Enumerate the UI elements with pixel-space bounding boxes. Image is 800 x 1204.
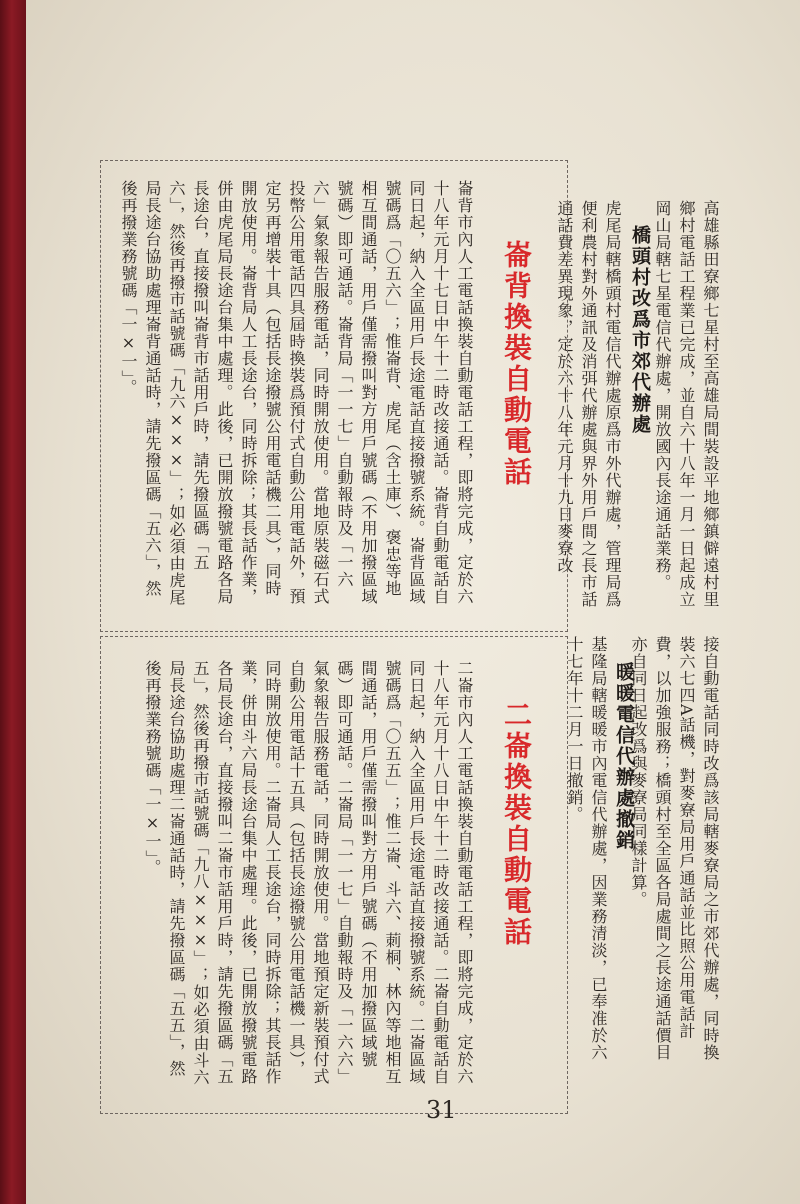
article-lunbei-body: 崙背市內人工電話換裝自動電話工程，即將完成，定於六十八年元月十七日中午十二時改接通話。崙背自動電話自同日起，納入全區用戶長途電話直接撥號系統。崙背區域號碼爲「〇五六」；惟崙背、虎尾（含土庫）、褒忠等地相互間通話，用戶僅需撥叫對方用戶號碼（不用加撥區域號碼）即可通話。崙背局「一一七」自動報時及「一六六」氣象報告服務電話，同時開放使用。當地原裝磁石式投幣公用電話四具屆時換裝爲預付式自動公用電話外，預定另再增裝十具（包括長途撥號公用電話機二具），同時開放使用。崙背局人工長途台，同時拆除；其長話作業，併由虎尾局長途台集中處理。此後，已開放撥號電路各局長途台，直接撥叫崙背市話用戶時，請先撥區碼「五六」，然後再撥市話號碼「九六×××」；如必須由虎尾局長途台協助處理崙背通話時，請先撥區碼「五六」，然後再撥業務號碼「一×一」。 [119,180,474,606]
article-qiaotou-continued: 接自動電話同時改爲該局轄麥寮局之市郊代辦處，同時換裝六七四A話機，對麥寮局用戶通話並比照公用電話計費，以加強服務；橋頭村至全區各局處間之長途通話價目亦自同日起改爲與麥寮局同樣計算。 [629,636,720,1061]
heading-qiaotou: 橋頭村改爲市郊代辦處 [629,225,651,435]
article-erlun-body: 二崙市內人工電話換裝自動電話工程，即將完成，定於六十八年元月十八日中午十二時改接通話。二崙自動電話自同日起，納入全區用戶長途電話直接撥號系統。二崙區域號碼爲「〇五五」；惟二崙、斗六、莿桐、林內等地相互間通話，用戶僅需撥叫對方用戶號碼（不用加撥區域號碼）即可通話。二崙局「一一七」自動報時及「一六六」氣象報告服務電話，同時開放使用。當地預定新裝預付式自動公用電話十五具（包括長途撥號公用電話機一具），同時開放使用。二崙局人工長途台，同時拆除；其長話作業，併由斗六局長途台集中處理。此後，已開放撥號電路各局長途台，直接撥叫二崙市話用戶時，請先撥區碼「五五」，然後再撥市話號碼「九八×××」；如必須由斗六局長途台協助處理二崙通話時，請先撥區碼「五五」，然後再撥業務號碼「一×一」。 [143,660,474,1086]
heading-nuannuan: 暖暖電信代辦處撤銷 [613,662,635,851]
article-qixing-body: 高雄縣田寮鄉七星村至高雄局間裝設平地鄉鎮僻遠村里鄉村電話工程業已完成，並自六十八年一月一日起成立岡山局轄七星電信代辦處，開放國內長途通話業務。 [653,200,720,608]
heading-lunbei: 崙背換裝自動電話 [500,240,533,488]
article-nuannuan-body: 基隆局轄暖暖市內電信代辦處，因業務清淡，已奉准於六十七年十二月一日撤銷。 [565,636,608,1061]
heading-erlun: 二崙換裝自動電話 [500,700,533,948]
book-binding [0,0,26,1204]
book-page [26,0,800,1204]
article-qiaotou-body: 虎尾局轄橋頭村電信代辦處原爲市外代辦處，管理局爲便利農村對外通訊及消弭代辦處與界外用戶間之長市話通話費差異現象，定於六十八年元月十九日麥寮改 [555,200,622,608]
page-number: 31 [426,1096,457,1124]
